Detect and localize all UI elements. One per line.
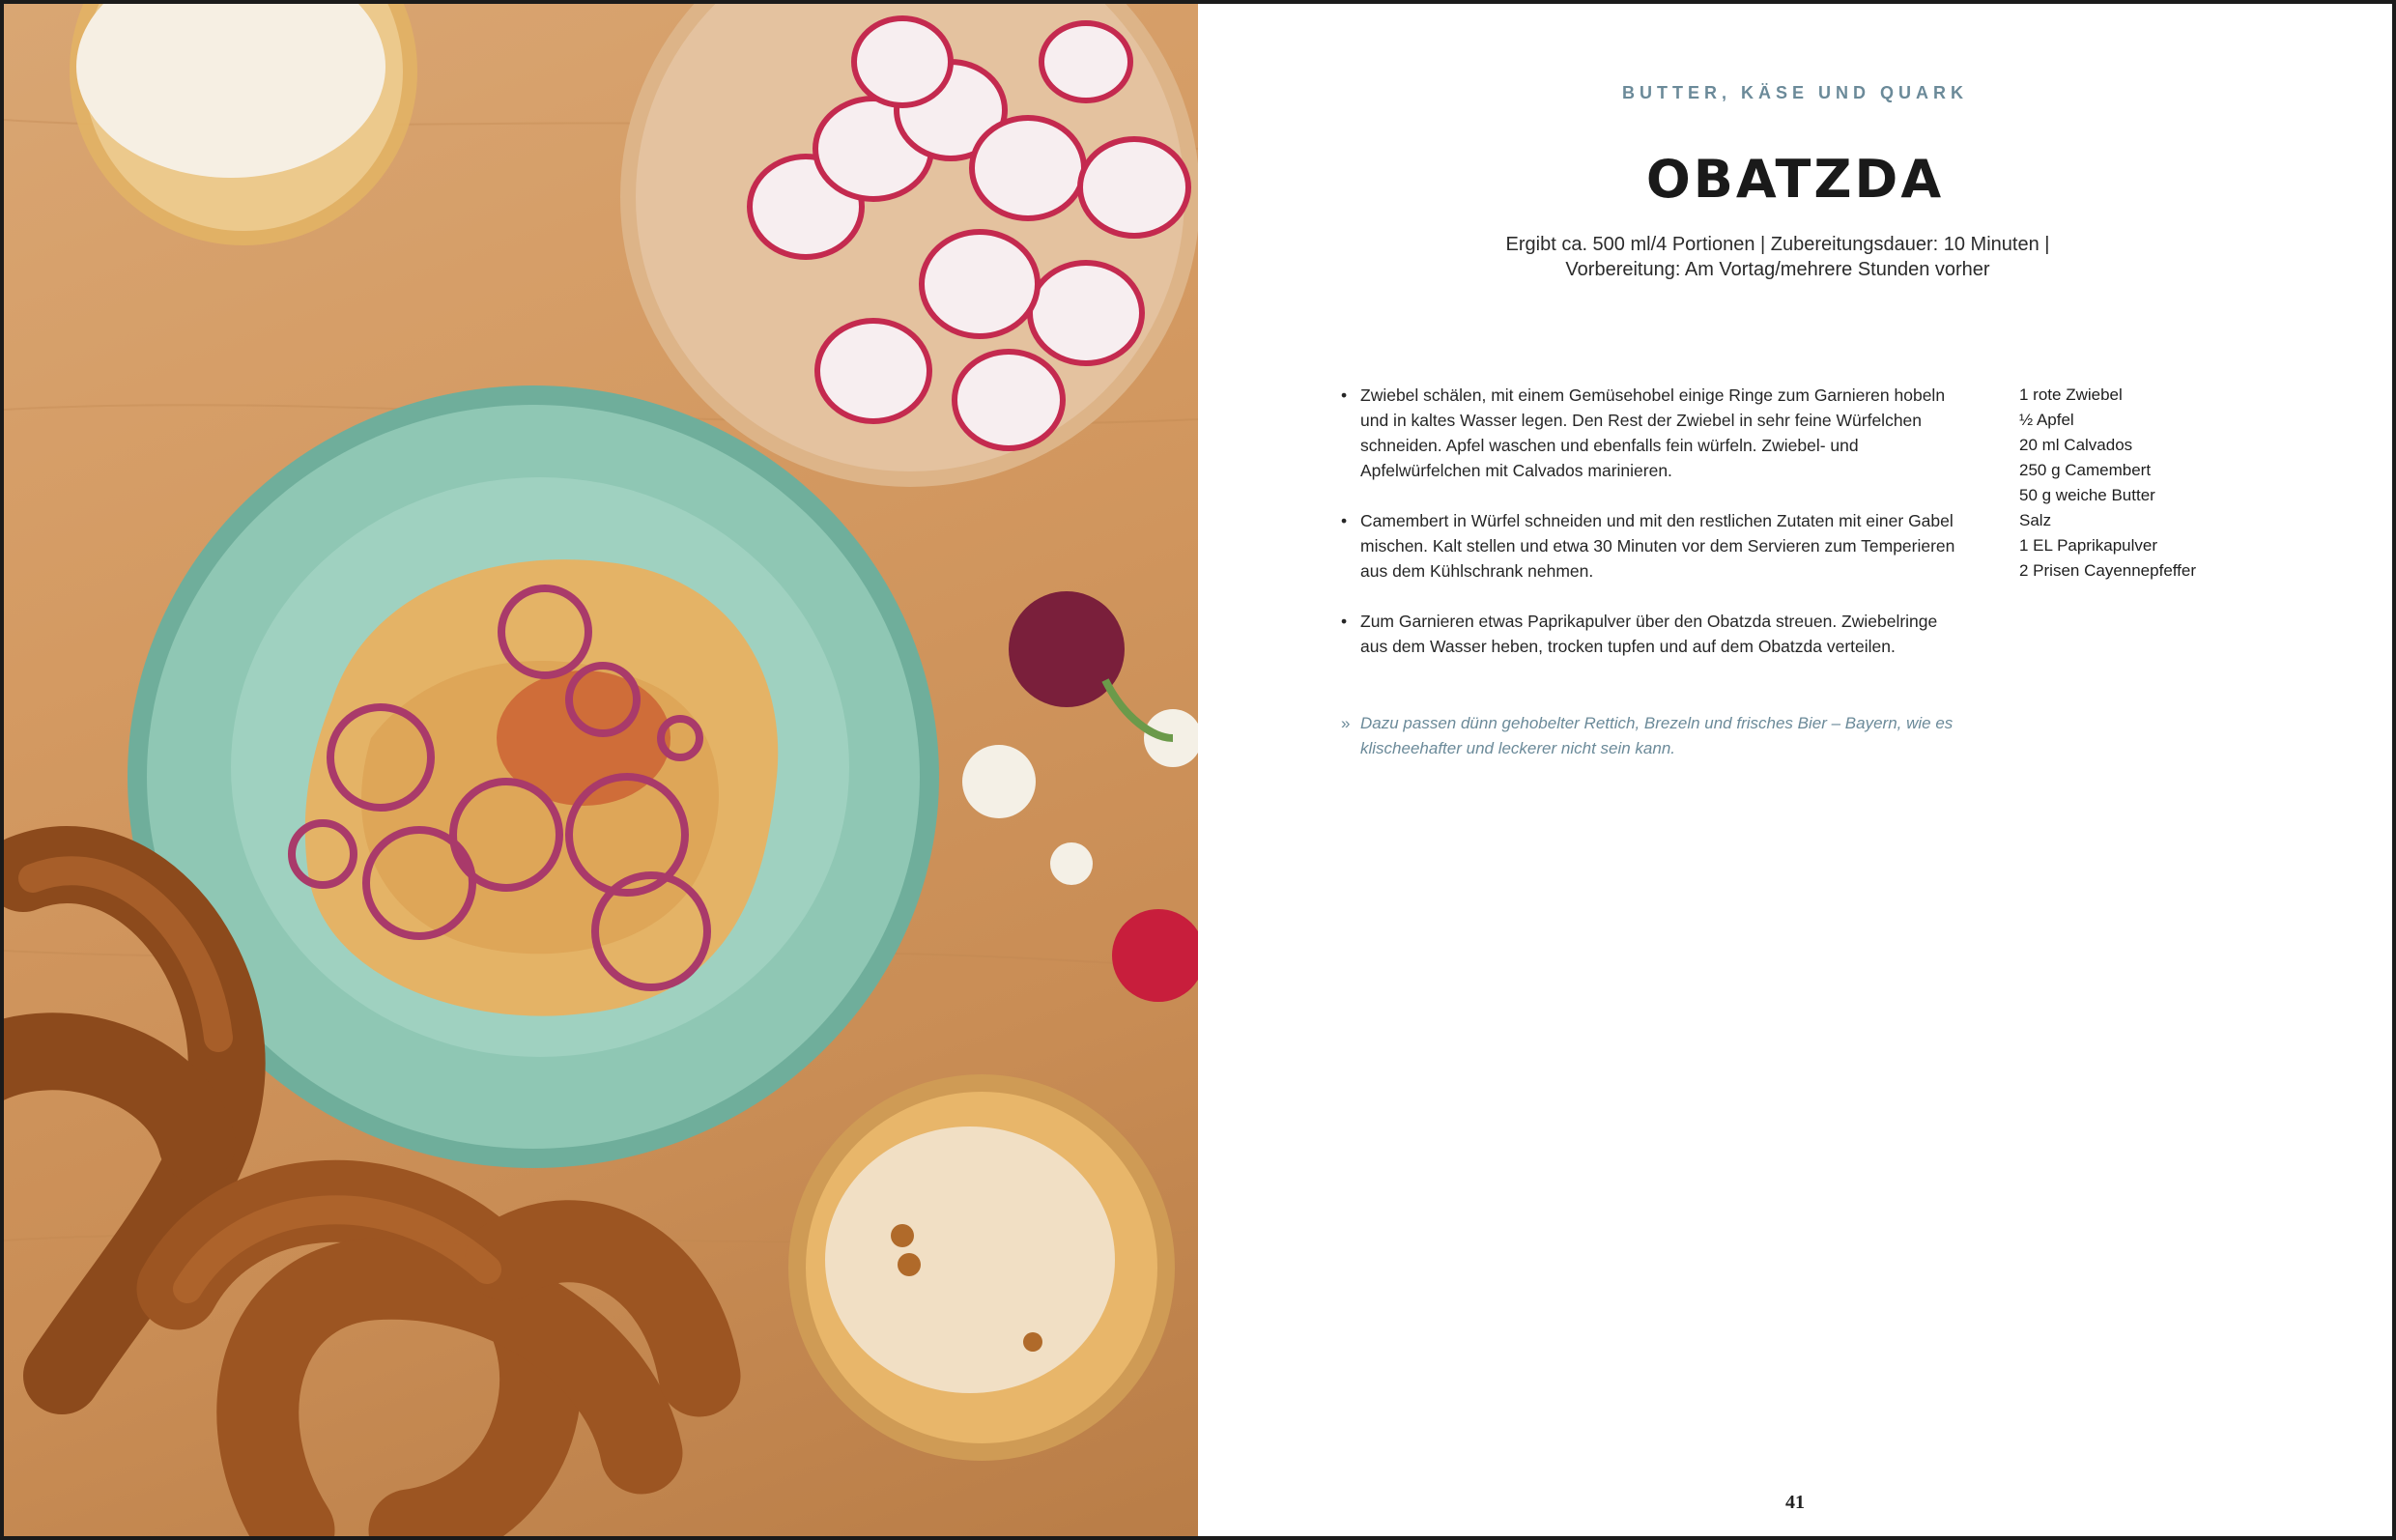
serving-tip (1341, 711, 1969, 761)
meta-line-preparation: Vorbereitung: Am Vortag/mehrere Stunden vorher (1565, 259, 1990, 280)
ingredient-item: 20 ml Calvados (2019, 436, 2133, 454)
method-step (1341, 508, 1969, 584)
section-heading: BUTTER, KÄSE UND QUARK (1621, 83, 1968, 102)
meta-line-yield-time: Ergibt ca. 500 ml/4 Portionen | Zubereitungsdauer: 10 Minuten | (1505, 234, 2050, 255)
method-step (1341, 609, 1969, 659)
whole-radishes (962, 591, 1198, 1002)
recipe-page (1198, 4, 2392, 1536)
ingredient-item: Salz (2019, 511, 2052, 529)
method-steps (1341, 383, 1969, 684)
food-photo (4, 4, 1198, 1536)
recipe-title: OBATZDA (1645, 149, 1945, 210)
beer-glass-top (70, 4, 417, 245)
recipe-meta (1469, 232, 2087, 282)
ingredient-item: 1 rote Zwiebel (2019, 385, 2123, 404)
bullet-icon: • (1341, 385, 1348, 405)
step-text: Zwiebel schälen, mit einem Gemüsehobel einige Ringe zum Garnieren hobeln und in kaltes Wasser legen. Den Rest der Zwiebel in sehr feine Würfelchen schneiden. Apfel waschen und ebenfalls fein würfeln. Zwiebel- und Apfelwürfelchen mit Calvados marinieren. (1360, 385, 1946, 480)
ingredient-item: 250 g Camembert (2019, 461, 2152, 479)
tip-text: Dazu passen dünn gehobelter Rettich, Brezeln und frisches Bier – Bayern, wie es klischeehafter und leckerer nicht sein kann. (1360, 714, 1954, 757)
step-text: Zum Garnieren etwas Paprikapulver über den Obatzda streuen. Zwiebelringe aus dem Wasser heben, trocken tupfen und auf dem Obatzda verteilen. (1360, 612, 1938, 656)
ingredient-item: 1 EL Paprikapulver (2019, 536, 2158, 555)
page-number: 41 (1785, 1492, 1805, 1513)
ingredient-item: 2 Prisen Cayennepfeffer (2019, 561, 2197, 580)
step-text: Camembert in Würfel schneiden und mit den restlichen Zutaten mit einer Gabel mischen. Kalt stellen und etwa 30 Minuten vor dem Servieren zum Temperieren aus dem Kühlschrank nehmen. (1360, 511, 1955, 581)
ingredient-item: ½ Apfel (2019, 411, 2074, 429)
bullet-icon: • (1341, 612, 1348, 631)
beer-glass-bottom (788, 1074, 1175, 1461)
ingredient-item: 50 g weiche Butter (2019, 486, 2155, 504)
guillemet-icon: » (1341, 714, 1351, 732)
obatzda-photo-illustration (4, 4, 1198, 1536)
radish-plate (620, 4, 1198, 487)
ingredient-list (2019, 383, 2328, 584)
method-step (1341, 383, 1969, 483)
bullet-icon: • (1341, 511, 1348, 530)
